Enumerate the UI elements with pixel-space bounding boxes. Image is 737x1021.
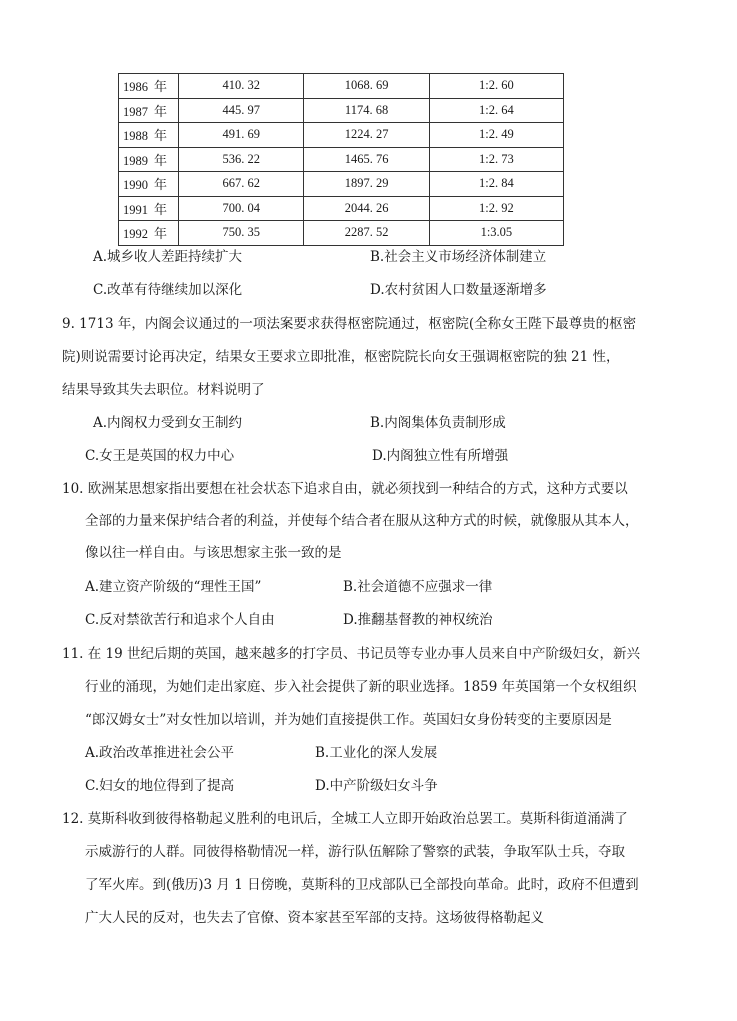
year-suffix: 年: [154, 128, 168, 144]
year-suffix: 年: [154, 201, 168, 217]
year-suffix: 年: [154, 152, 168, 168]
q9-option-a: A.内阁权力受到女王制约: [93, 415, 243, 431]
table-row: [119, 98, 564, 123]
q10-text-line: 全部的力量来保护结合者的利益，并使每个结合者在服从这种方式的时候，就像服从其本人，: [85, 513, 639, 529]
q11-option-c: C.妇女的地位得到了提高: [85, 778, 235, 794]
year-value: 1987: [123, 104, 148, 119]
q11-text-line: 11. 在 19 世纪后期的英国，越来越多的打字员、书记员等专业办事人员来自中产阶级妇女，新兴: [62, 646, 641, 662]
q11-text-line: “郎汉姆女士”对女性加以培训，并为她们直接提供工作。英国妇女身份转变的主要原因是: [85, 712, 612, 728]
year-value: 1989: [123, 153, 148, 168]
table-row: [119, 196, 564, 221]
q12-text-line: 广大人民的反对，也失去了官僚、资本家甚至军部的支持。这场彼得格勒起义: [85, 910, 544, 926]
q9-option-b: B.内阁集体负责制形成: [370, 415, 506, 431]
year-value: 1991: [123, 202, 148, 217]
year-suffix: 年: [154, 103, 168, 119]
q11-option-b: B.工业化的深人发展: [315, 745, 438, 761]
q9-text-line: 院)则说需要讨论再决定，结果女王要求立即批准，枢密院院长向女王强调枢密院的独 21 性，: [62, 349, 620, 365]
rural-income-cell: 536. 22: [179, 147, 304, 172]
ratio-cell: 1:2. 73: [429, 147, 563, 172]
q8-option-b: B.社会主义市场经济体制建立: [370, 249, 547, 265]
q12-text-line: 了军火库。到(俄历)3 月 1 日傍晚，莫斯科的卫戍部队已全部投向革命。此时，政府不但遭到: [85, 877, 639, 893]
q9-text-line: 9. 1713 年，内阁会议通过的一项法案要求获得枢密院通过，枢密院(全称女王陛下最尊贵的枢密: [62, 316, 637, 332]
year-cell: [119, 123, 179, 148]
urban-income-cell: 2044. 26: [304, 196, 429, 221]
urban-income-cell: 1224. 27: [304, 123, 429, 148]
year-value: 1988: [123, 129, 148, 144]
ratio-cell: 1:2. 49: [429, 123, 563, 148]
urban-income-cell: 1465. 76: [304, 147, 429, 172]
ratio-cell: 1:2. 84: [429, 172, 563, 197]
year-cell: [119, 221, 179, 246]
table-row: [119, 172, 564, 197]
q11-text-line: 行业的涌现，为她们走出家庭、步入社会提供了新的职业选择。1859 年英国第一个女权组织: [85, 679, 637, 695]
ratio-cell: 1:2. 64: [429, 98, 563, 123]
rural-income-cell: 750. 35: [179, 221, 304, 246]
q9-option-d: D.内阁独立性有所增强: [372, 448, 509, 464]
table-row: [119, 74, 564, 99]
q9-option-c: C.女王是英国的权力中心: [85, 448, 235, 464]
rural-income-cell: 700. 04: [179, 196, 304, 221]
q10-text-line: 像以往一样自由。与该思想家主张一致的是: [85, 545, 342, 561]
income-table: [118, 73, 564, 246]
urban-income-cell: 2287. 52: [304, 221, 429, 246]
q10-text-line: 10. 欧洲某思想家指出要想在社会状态下追求自由，就必须找到一种结合的方式，这种方式要以: [62, 481, 628, 497]
q8-option-d: D.农村贫困人口数量逐渐增多: [370, 282, 547, 298]
q12-text-line: 示威游行的人群。同彼得格勒情况一样，游行队伍解除了警察的武装，争取军队士兵，夺取: [85, 844, 625, 860]
q10-option-c: C.反对禁欲苦行和追求个人自由: [85, 612, 275, 628]
year-cell: [119, 74, 179, 99]
urban-income-cell: 1068. 69: [304, 74, 429, 99]
year-value: 1992: [123, 227, 148, 242]
ratio-cell: 1:2. 60: [429, 74, 563, 99]
table-row: [119, 221, 564, 246]
q10-option-a: A.建立资产阶级的“理性王国”: [85, 579, 262, 595]
year-suffix: 年: [154, 226, 168, 242]
year-value: 1986: [123, 80, 148, 95]
year-cell: [119, 147, 179, 172]
rural-income-cell: 667. 62: [179, 172, 304, 197]
year-suffix: 年: [154, 177, 168, 193]
year-suffix: 年: [154, 79, 168, 95]
year-value: 1990: [123, 178, 148, 193]
urban-income-cell: 1897. 29: [304, 172, 429, 197]
q10-option-d: D.推翻基督教的神权统治: [343, 612, 493, 628]
table-row: [119, 147, 564, 172]
ratio-cell: 1:3.05: [429, 221, 563, 246]
ratio-cell: 1:2. 92: [429, 196, 563, 221]
rural-income-cell: 491. 69: [179, 123, 304, 148]
table-row: [119, 123, 564, 148]
year-cell: [119, 98, 179, 123]
urban-income-cell: 1174. 68: [304, 98, 429, 123]
rural-income-cell: 445. 97: [179, 98, 304, 123]
q11-option-a: A.政治改革推进社会公平: [85, 745, 235, 761]
year-cell: [119, 196, 179, 221]
year-cell: [119, 172, 179, 197]
q8-option-c: C.改革有待继续加以深化: [93, 282, 243, 298]
rural-income-cell: 410. 32: [179, 74, 304, 99]
q10-option-b: B.社会道德不应强求一律: [343, 579, 493, 595]
q12-text-line: 12. 莫斯科收到彼得格勒起义胜利的电讯后，全城工人立即开始政治总罢工。莫斯科街道涌满了: [62, 811, 628, 827]
q9-text-line: 结果导致其失去职位。材料说明了: [62, 382, 265, 398]
q8-option-a: A.城乡收人差距持续扩大: [93, 249, 243, 265]
q11-option-d: D.中产阶级妇女斗争: [315, 778, 438, 794]
